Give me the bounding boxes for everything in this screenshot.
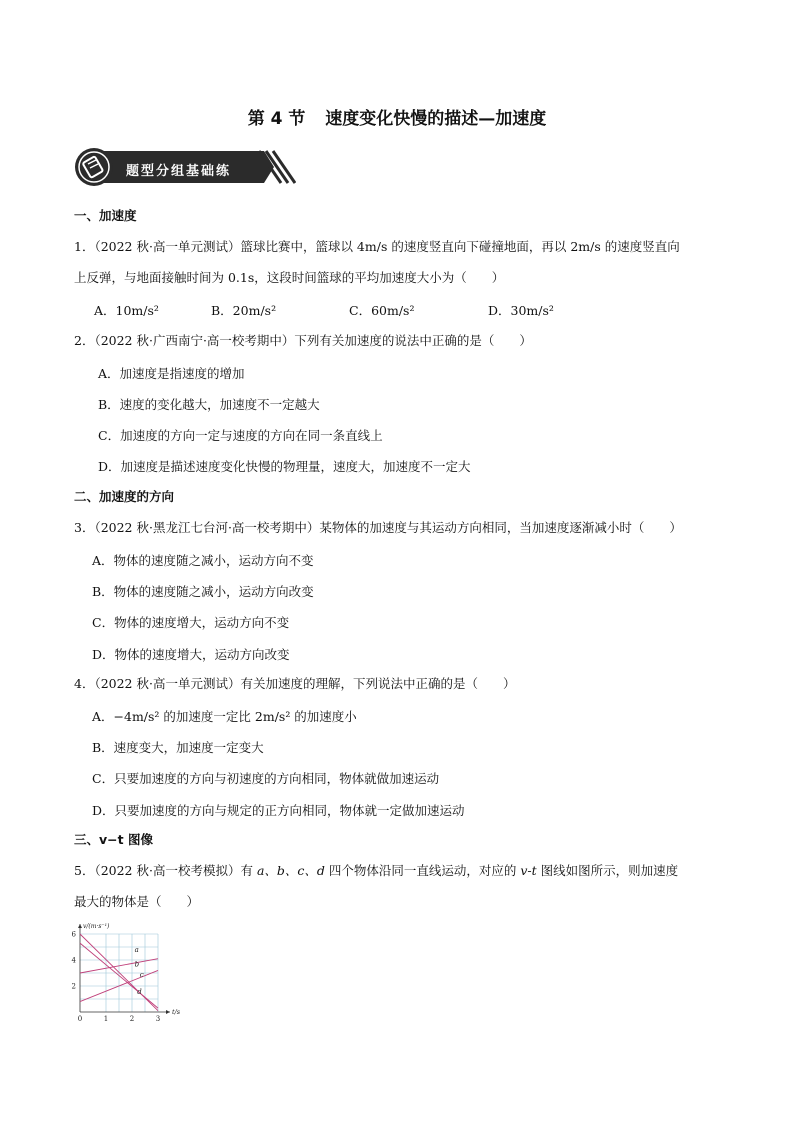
q4-option-b: B．速度变大，加速度一定变大 — [92, 740, 264, 755]
q3-option-a: A．物体的速度随之减小，运动方向不变 — [92, 553, 314, 568]
q5-line2: 最大的物体是（ ） — [74, 894, 200, 909]
section-heading: 一、加速度 — [74, 208, 137, 223]
x-axis-label: t/s — [172, 1008, 181, 1016]
x-axis-arrow-icon — [166, 1010, 170, 1014]
q5-line1-part2: 四个物体沿同一直线运动，对应的 — [324, 863, 521, 878]
vt-chart — [62, 916, 190, 1024]
pencil-book-icon — [75, 148, 113, 186]
q2-option-d: D．加速度是描述速度变化快慢的物理量，速度大，加速度不一定大 — [98, 459, 471, 474]
x-tick-label: 0 — [77, 1015, 83, 1023]
y-tick-label: 4 — [71, 956, 76, 965]
series-label-d: d — [137, 987, 142, 996]
section-number: 第 4 节 — [247, 109, 306, 129]
q4-option-c: C．只要加速度的方向与初速度的方向相同，物体就做加速运动 — [92, 771, 440, 786]
y-axis-arrow-icon — [78, 924, 82, 928]
y-tick-label: 2 — [71, 982, 76, 991]
q4-stem: 4．（2022 秋·高一单元测试）有关加速度的理解，下列说法中正确的是（ ） — [74, 676, 516, 691]
q1-option-b: B．20m/s² — [211, 303, 277, 318]
q2-option-b: B．速度的变化越大，加速度不一定越大 — [98, 397, 320, 412]
q4-option-d: D．只要加速度的方向与规定的正方向相同，物体就一定做加速运动 — [92, 803, 465, 818]
section-heading: 三、v−t 图像 — [74, 832, 153, 847]
q1-line1: 1．（2022 秋·高一单元测试）篮球比赛中，篮球以 4m/s 的速度竖直向下碰撞地面，再以 2m/s 的速度竖直向 — [74, 239, 680, 254]
q1-line2: 上反弹，与地面接触时间为 0.1s，这段时间篮球的平均加速度大小为（ ） — [74, 270, 505, 285]
q2-option-c: C．加速度的方向一定与速度的方向在同一条直线上 — [98, 428, 383, 443]
q3-option-d: D．物体的速度增大，运动方向改变 — [92, 647, 290, 662]
x-tick-label: 3 — [155, 1015, 161, 1023]
series-label-b: b — [134, 960, 140, 969]
q1-option-a: A．10m/s² — [94, 303, 159, 318]
q2-option-a: A．加速度是指速度的增加 — [98, 366, 245, 381]
section-heading: 二、加速度的方向 — [74, 489, 175, 504]
q1-option-c: C．60m/s² — [349, 303, 415, 318]
x-tick-label: 1 — [103, 1015, 109, 1023]
page-title — [0, 104, 794, 129]
q5-line1-part3: 图线如图所示，则加速度 — [536, 863, 679, 878]
q5-line1-part1: 5．（2022 秋·高一校考模拟）有 — [74, 863, 257, 878]
q5-vt-term: v-t — [520, 863, 537, 878]
y-tick-label: 6 — [71, 930, 76, 939]
q3-option-c: C．物体的速度增大，运动方向不变 — [92, 615, 290, 630]
series-label-c: c — [139, 970, 144, 979]
section-title: 速度变化快慢的描述—加速度 — [325, 109, 547, 129]
banner-label: 题型分组基础练 — [126, 164, 232, 179]
q3-option-b: B．物体的速度随之减小，运动方向改变 — [92, 584, 314, 599]
q4-option-a: A．−4m/s² 的加速度一定比 2m/s² 的加速度小 — [92, 709, 357, 724]
series-label-a: a — [134, 946, 139, 955]
x-tick-label: 2 — [129, 1015, 135, 1023]
y-axis-label: v/(m·s⁻¹) — [83, 923, 110, 930]
q2-stem: 2．（2022 秋·广西南宁·高一校考期中）下列有关加速度的说法中正确的是（ ） — [74, 333, 532, 348]
q5-line1 — [74, 863, 678, 879]
q5-object-vars: a、b、c、d — [256, 863, 325, 878]
q1-option-d: D．30m/s² — [488, 303, 554, 318]
q3-stem: 3．（2022 秋·黑龙江七台河·高一校考期中）某物体的加速度与其运动方向相同，当加速度逐渐减小时（ ） — [74, 520, 682, 535]
